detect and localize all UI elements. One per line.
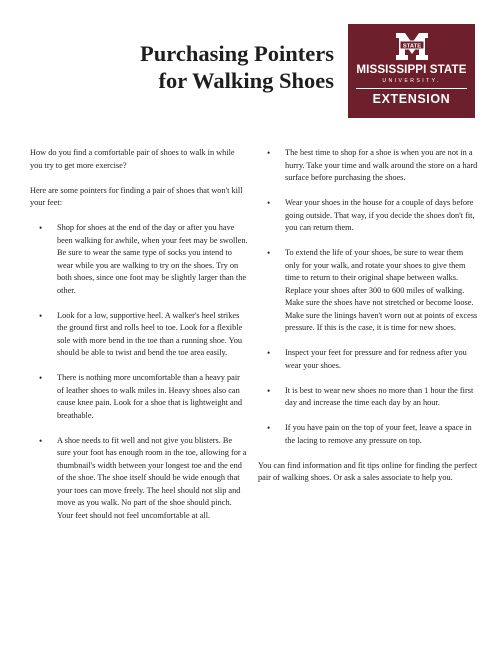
tip-text: To extend the life of your shoes, be sure to wear them only for your walk, and rotate your shoes to give them time to return to their original shape between walks. Replace your shoes after 300 to 600 miles of walking. Make sure the shoes have not stretched or become loose. Make sure the linings haven't worn out at points of excess pressure. If this is the case, it is time for new shoes.: [285, 248, 478, 332]
logo-university-subtitle: UNIVERSITY.: [382, 78, 441, 84]
bullet-icon: •: [39, 223, 43, 233]
tip-text: Shop for shoes at the end of the day or after you have been walking for awhile, when your feet may be swollen. Be sure to wear the same type of socks you intend to wear while you are walking to try on the shoes. Try on both shoes, since one foot may be slightly larger than the other.: [57, 223, 248, 295]
page-title: [90, 40, 334, 94]
title-line-1: Purchasing Pointers: [140, 41, 334, 66]
bullet-icon: •: [267, 198, 271, 208]
closing-paragraph: You can find information and fit tips online for finding the perfect pair of walking shoes. Or ask a sales associate to help you.: [258, 460, 478, 482]
right-column: [258, 147, 478, 497]
list-item: [30, 310, 248, 360]
bullet-icon: •: [267, 385, 271, 396]
title-line-2: for Walking Shoes: [158, 68, 334, 93]
bullet-icon: •: [39, 435, 43, 446]
bullet-icon: •: [267, 148, 271, 158]
list-item: [258, 347, 478, 372]
msu-m-emblem-icon: [394, 29, 430, 62]
bullet-icon: •: [39, 373, 43, 383]
logo-extension-label: EXTENSION: [372, 92, 451, 106]
intro-lead: Here are some pointers for finding a pair of shoes that won't kill your feet:: [30, 185, 243, 207]
tip-text: The best time to shop for a shoe is when you are not in a hurry. Take your time and walk around the store on a hard surface before purchasing the shoes.: [285, 148, 478, 182]
tip-text: If you have pain on the top of your feet, leave a space in the lacing to remove any pressure on top.: [285, 423, 472, 445]
left-tips-list: [30, 222, 248, 522]
bullet-icon: •: [267, 423, 271, 433]
logo-divider: [356, 88, 467, 89]
logo-university-name: MISSISSIPPI STATE: [356, 63, 467, 76]
logo-badge-text: STATE: [402, 43, 422, 50]
bullet-icon: •: [267, 248, 271, 258]
bullet-icon: •: [39, 310, 43, 321]
list-item: [258, 147, 478, 185]
tip-text: It is best to wear new shoes no more than 1 hour the first day and increase the time each day by an hour.: [285, 385, 474, 407]
list-item: [258, 247, 478, 335]
bullet-icon: •: [267, 348, 271, 358]
list-item: [258, 422, 478, 447]
tip-text: Look for a low, supportive heel. A walker's heel strikes the ground first and rolls heel to toe. Look for a flexible sole with more bend in the toe than a running shoe. You should be able to twist and bend the toe area easily.: [57, 310, 243, 357]
left-column: [30, 147, 248, 535]
list-item: [258, 385, 478, 410]
list-item: [30, 222, 248, 297]
list-item: [30, 435, 248, 523]
msu-extension-logo: [348, 24, 475, 118]
tip-text: There is nothing more uncomfortable than a heavy pair of leather shoes to walk miles in. Heavy shoes also can cause knee pain. Look for a shoe that is lightweight and breathable.: [57, 373, 243, 420]
tip-text: Wear your shoes in the house for a couple of days before going outside. That way, if you decide the shoes don't fit, you can return them.: [285, 198, 475, 232]
tip-text: A shoe needs to fit well and not give you blisters. Be sure your foot has enough room in the toe, allowing for a thumbnail's width between your longest toe and the end of the shoe. The shoe itself should be wide enough that your toes can move freely. The heel should not slip and move as you walk. No part of the shoe should pinch. Your feet should not feel uncomfortable at all.: [57, 435, 247, 520]
list-item: [258, 197, 478, 235]
intro-question: How do you find a comfortable pair of shoes to walk in while you try to get more exercise?: [30, 148, 235, 170]
right-tips-list: [258, 147, 478, 447]
list-item: [30, 372, 248, 422]
tip-text: Inspect your feet for pressure and for redness after you wear your shoes.: [285, 348, 467, 370]
